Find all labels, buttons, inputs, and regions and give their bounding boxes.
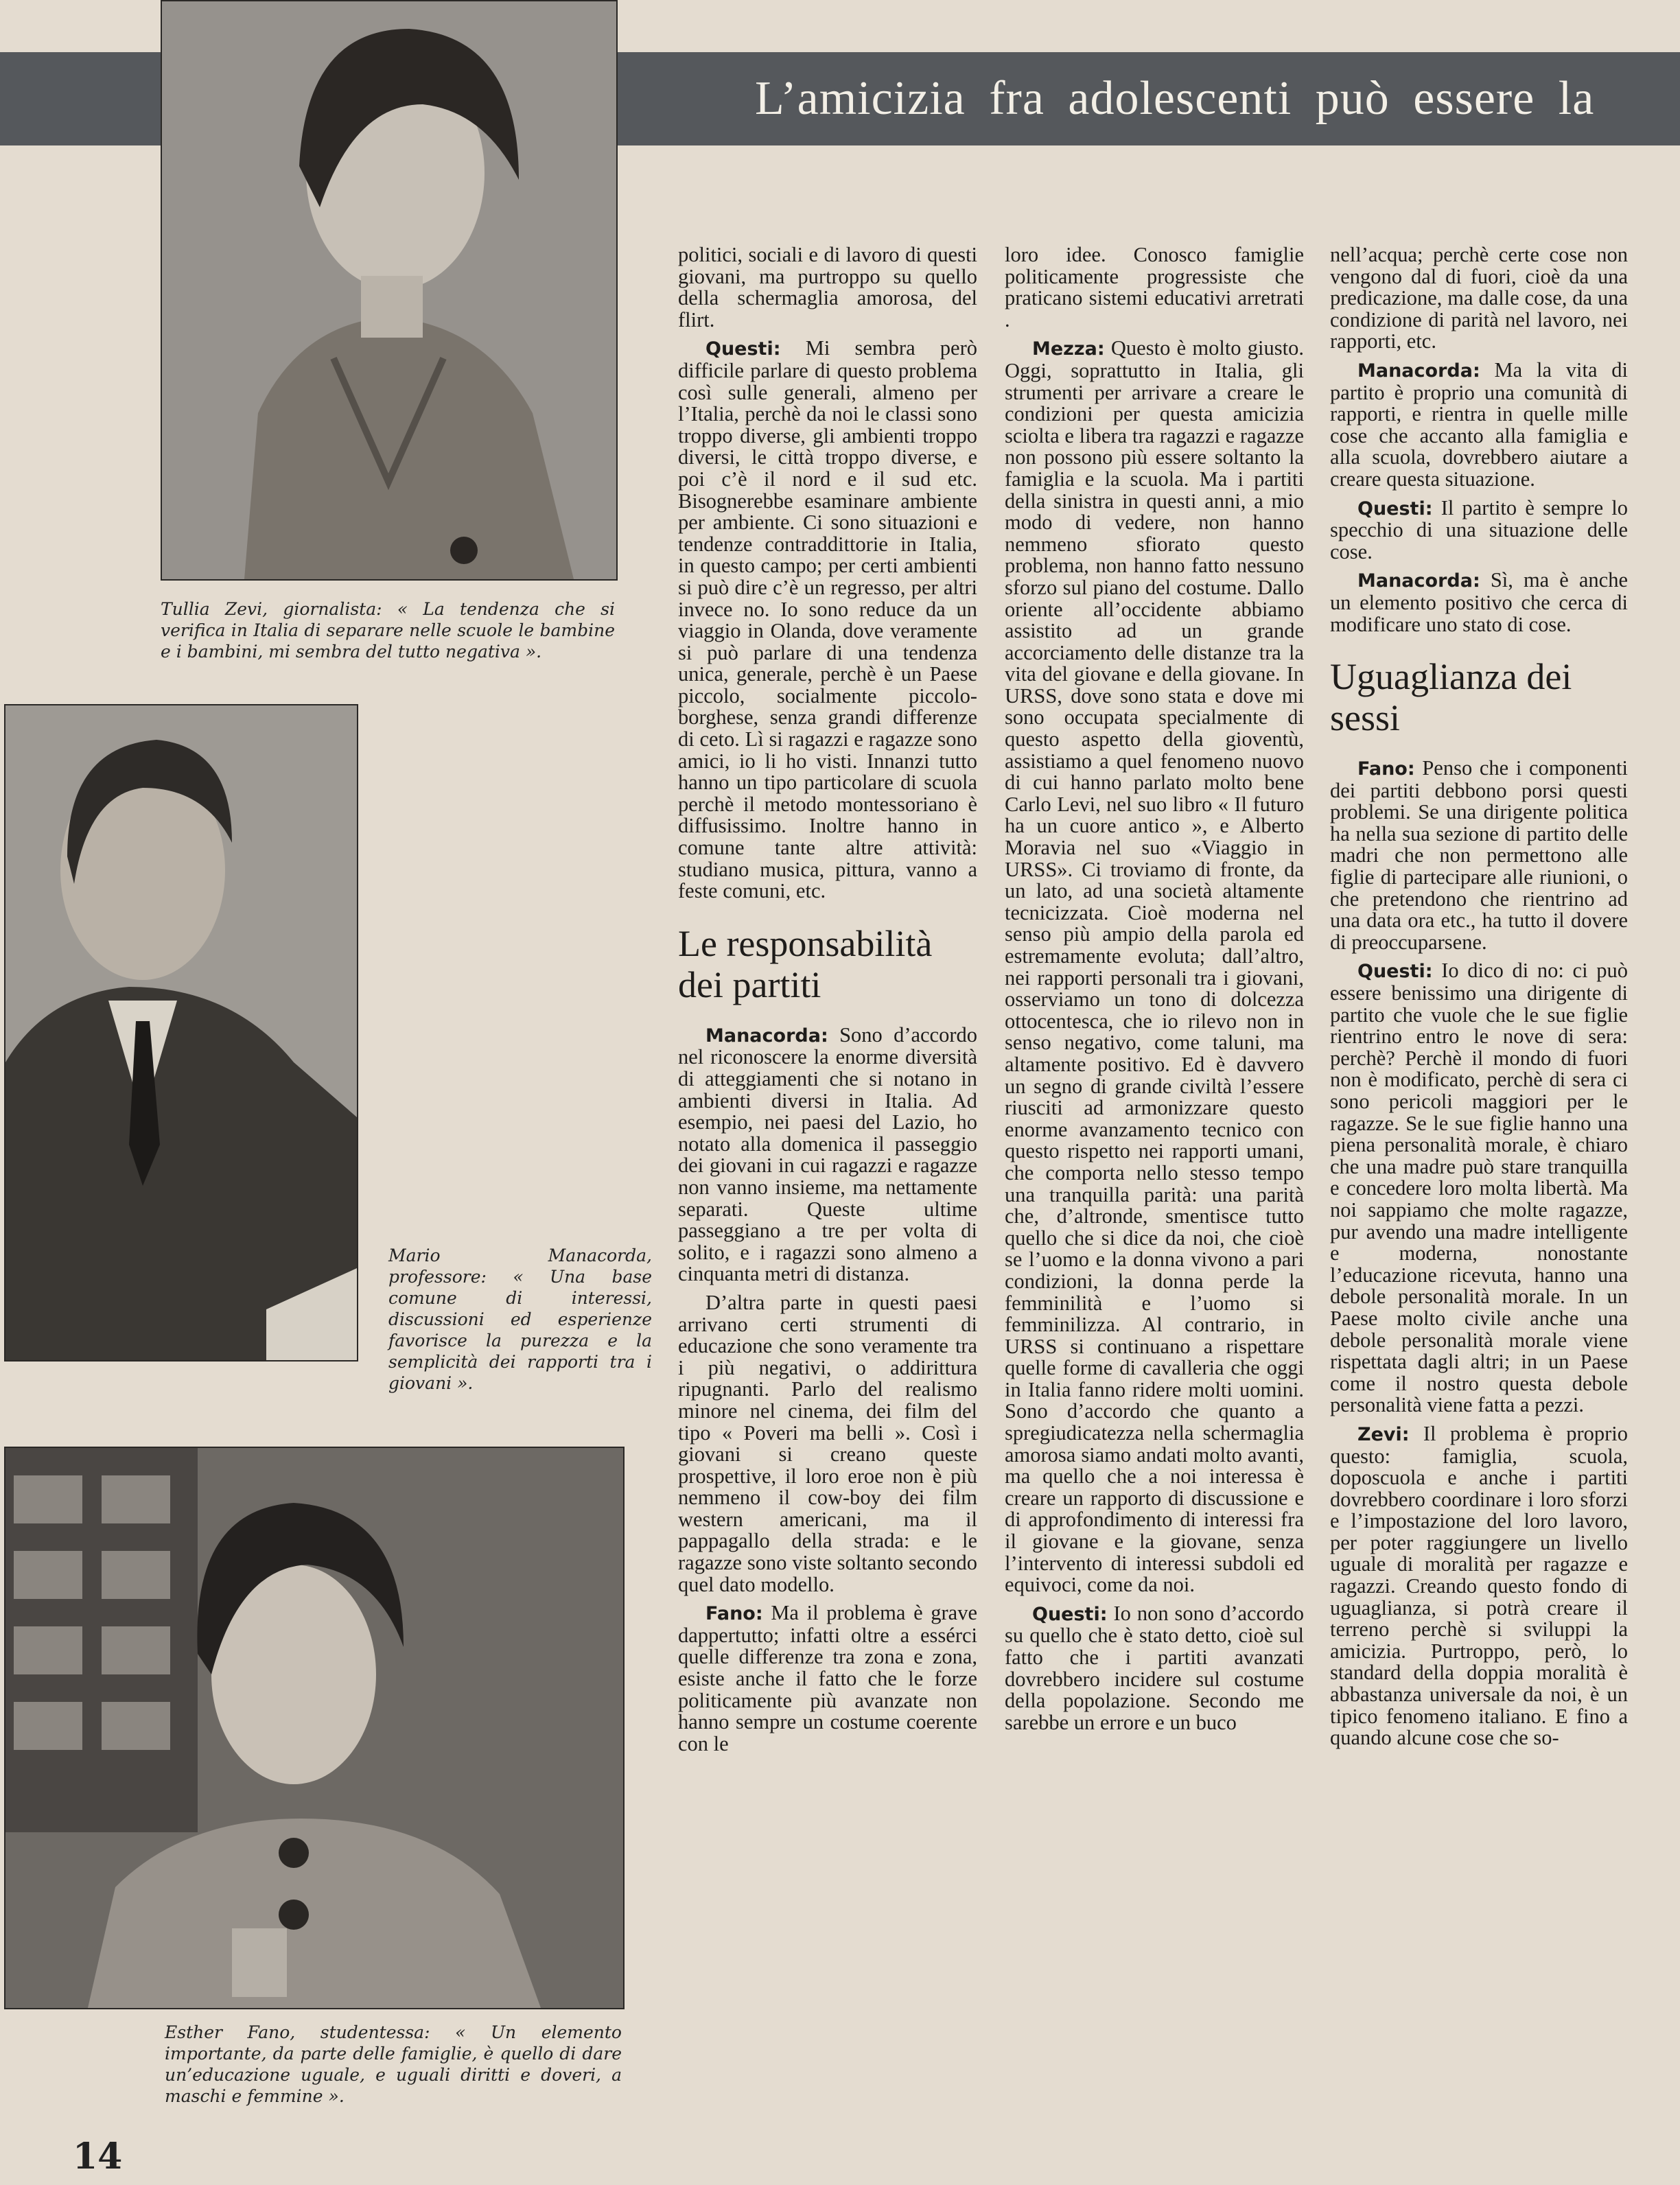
- paragraph: D’altra parte in questi paesi arrivano certi strumenti di educazione che sono veramente tra i più negativi, o addirittura ripugnanti. Parlo del realismo minore nel cinema, dei film del tipo « Poveri ma belli ». Così i giovani si creano queste prospettive, il loro eroe non è più nemmeno il cow-boy dei film western americani, ma il pappagallo della strada: e le ragazze sono viste soltanto secondo quel dato modello.: [678, 1290, 977, 1596]
- caption-esther-fano: Esther Fano, studentessa: « Un elemento importante, da parte delle famiglie, è quello di dare un’educazione uguale, e uguali diritti e doveri, a maschi e femmine ».: [165, 2022, 622, 2106]
- caption-mario-manacorda: Mario Manacorda, professore: « Una base comune di interessi, discussioni ed esperienze favorisce la purezza e la semplicità dei rapporti tra i giovani ».: [388, 1246, 652, 1393]
- paragraph-text: Sono d’accordo nel riconoscere la enorme diversità di atteggiamenti che si notano in ambienti diversi in Italia. Ad esempio, nei paesi del Lazio, ho notato alla domenica il passeggio dei giovani in cui ragazzi e ragazze non vanno insieme, ma nettamente separati. Queste ultime passeggiano a tre per volta di solito, e i ragazzi sono almeno a cinquanta metri di distanza.: [678, 1023, 978, 1286]
- article-column-2: [1005, 244, 1304, 1740]
- speaker-name: Questi:: [1032, 1603, 1108, 1625]
- speaker-name: Mezza:: [1032, 338, 1105, 360]
- paragraph: loro idee. Conosco famiglie politicamente progressiste che praticano sistemi educativi arretrati .: [1005, 243, 1304, 331]
- paragraph-text: Il problema è proprio questo: famiglia, scuola, doposcuola e anche i partiti dovrebbero coordinare i loro sforzi e l’impostazione del loro lavoro, per poter raggiungere un livello uguale di moralità per ragazze e ragazzi. Creando questo fondo di uguaglianza, si potrà creare il terreno perchè si sviluppi la amicizia. Purtroppo, però, lo standard della doppia moralità è abbastanza universale da noi, è un tipico fenomeno italiano. E fino a quando alcune cose che so-: [1330, 1421, 1628, 1750]
- paragraph: politici, sociali e di lavoro di questi giovani, ma purtroppo su quello della schermaglia amorosa, del flirt.: [678, 243, 977, 331]
- paragraph-text: Ma la vita di partito è proprio una comunità di rapporti, e rientra in quelle mille cose che accanto alla famiglia e alla scuola, dovrebbero aiutare a creare questa situazione.: [1330, 358, 1628, 491]
- section-heading: Le responsabilità dei partiti: [678, 922, 933, 1005]
- speaker-name: Fano:: [705, 1603, 763, 1625]
- speaker-name: Zevi:: [1357, 1423, 1410, 1445]
- photo-tullia-zevi: [161, 0, 618, 581]
- paragraph-text: Il partito è sempre lo specchio di una situazione delle cose.: [1330, 495, 1629, 563]
- article-column-1: [678, 244, 977, 1762]
- caption-tullia-zevi: Tullia Zevi, giornalista: « La tendenza che si verifica in Italia di separare nelle scuole le bambine e i bambini, mi sembra del tutto negativa ».: [161, 599, 615, 662]
- paragraph-text: Io dico di no: ci può essere benissimo una dirigente di partito che vuole che le sue figlie rientrino entro le nove di sera: perchè? Perchè il mondo di fuori non è modificato, perchè di sera ci sono pericoli maggiori per le ragazze. Se le sue figlie hanno una piena personalità morale, è chiaro che una madre può stare tranquilla e concedere loro molta libertà. Ma noi sappiamo che molte ragazze, pur avendo una madre intelligente e moderna, nonostante l’educazione ricevuta, hanno una debole personalità morale. In un Paese molto civile anche una debole personalità morale viene rispettata dagli altri; in un Paese come il nostro questa debole personalità viene fatta a pezzi.: [1330, 959, 1628, 1417]
- paragraph-text: Questo è molto giusto. Oggi, soprattutto in Italia, gli strumenti per arrivare a creare le condizioni per questa amicizia sciolta e libera tra ragazzi e ragazze non possono più essere soltanto la famiglia e la scuola. Ma i partiti della sinistra in questi anni, a mio modo di vedere, non hanno nemmeno sfiorato questo problema, non hanno fatto nessuno sforzo sul piano del costume. Dallo oriente all’occidente abbiamo assistito ad un grande accorciamento delle distanze tra la vita del giovane e della giovane. In URSS, dove sono stata e dove mi sono occupata specialmente di questo aspetto della gioventù, assistiamo a quel fenomeno nuovo di cui hanno parlato molto bene Carlo Levi, nel suo libro « Il futuro ha un cuore antico », e Alberto Moravia nel suo «Viaggio in URSS». Ci troviamo di fronte, da un lato, ad una società altamente tecnicizzata. Cioè moderna nel senso più ampio della parola ed estremamente evoluta; dall’altro, nei rapporti personali tra i giovani, osserviamo un tono di dolcezza ottocentesca, che io rilevo non in senso negativo, come taluni, ma altamente positivo. Ed è davvero un segno di grande civiltà l’essere riusciti ad armonizzare questo enorme avanzamento tecnico con questo rispetto nei rapporti umani, che comporta nello stesso tempo una tranquilla parità: una parità che, d’altronde, smentisce tutto quello che si dice da noi, che cioè se l’uomo e la donna vivono a pari condizioni, la donna perde la femminilità e l’uomo si femminilizza. Al contrario, in URSS si continuano a rispettare quelle forme di cavalleria che oggi in Italia fanno ridere molti uomini. Sono d’accordo che quanto a spregiudicatezza nella schermaglia amorosa siamo andati molto avanti, ma quello che a noi interessa è creare un rapporto di discussione e di approfondimento di interessi fra il giovane e la giovane, senza l’intervento di interessi subdoli ed equivoci, come da noi.: [1005, 336, 1304, 1597]
- speaker-name: Fano:: [1357, 758, 1415, 780]
- paragraph-text: Sì, ma è anche un elemento positivo che cerca di modificare uno stato di cose.: [1330, 568, 1628, 636]
- section-heading: Uguaglianza dei sessi: [1330, 656, 1572, 739]
- paragraph-text: Mi sembra però difficile parlare di questo problema così sulle generali, almeno per l’Italia, perchè da noi le classi sono troppo diverse, gli ambienti troppo diversi, le città troppo diverse, e poi c’è il nord e il sud etc. Bisognerebbe esaminare ambiente per ambiente. Ci sono situazioni e tendenze contraddittorie in Italia, in questo campo; per certi ambienti si può dire c’è un regresso, per altri invece no. Io sono reduce da un viaggio in Olanda, dove veramente si può parlare di una tendenza unica, generale, perchè è un Paese piccolo, socialmente piccolo-borghese, senza grandi differenze di ceto. Lì si ragazzi e ragazze sono amici, io li ho visti. Innanzi tutto hanno un tipo particolare di scuola perchè il metodo montessoriano è diffusissimo. Inoltre hanno in comune tante altre attività: studiano musica, pittura, vanno a feste comuni, etc.: [678, 336, 977, 903]
- speaker-name: Questi:: [705, 338, 781, 360]
- speaker-name: Manacorda:: [705, 1025, 828, 1047]
- paragraph-text: Ma il problema è grave dappertutto; infatti oltre a essérci quelle differenze tra zona e zona, esiste anche il fatto che le forze politicamente più avanzate non hanno sempre un costume coerente con le: [678, 1601, 977, 1755]
- page-number: 14: [73, 2136, 123, 2177]
- paragraph-text: Penso che i componenti dei partiti debbono porsi questi problemi. Se una dirigente politica ha nella sua sezione di partito delle madri che non permettono alle figlie di partecipare alle riunioni, o che pretendono che rientrino ad una data ora etc., ha tutto il dovere di preoccuparsene.: [1330, 756, 1628, 954]
- paragraph: nell’acqua; perchè certe cose non vengono dal di fuori, cioè da una predicazione, ma dalle cose, da una condizione di parità nel lavoro, nei rapporti, etc.: [1330, 243, 1628, 353]
- photo-mario-manacorda: [4, 704, 358, 1362]
- headline: L’amicizia fra adolescenti può essere la: [755, 72, 1595, 125]
- speaker-name: Manacorda:: [1357, 360, 1480, 382]
- photo-esther-fano: [4, 1447, 625, 2009]
- speaker-name: Questi:: [1357, 961, 1433, 983]
- speaker-name: Questi:: [1357, 498, 1433, 519]
- paragraph-text: Io non sono d’accordo su quello che è stato detto, cioè sul fatto che i partiti avanzati dovrebbero incidere sul costume della popolazione. Secondo me sarebbe un errore e un buco: [1005, 1601, 1305, 1734]
- article-column-3: [1330, 244, 1628, 1756]
- speaker-name: Manacorda:: [1357, 570, 1480, 592]
